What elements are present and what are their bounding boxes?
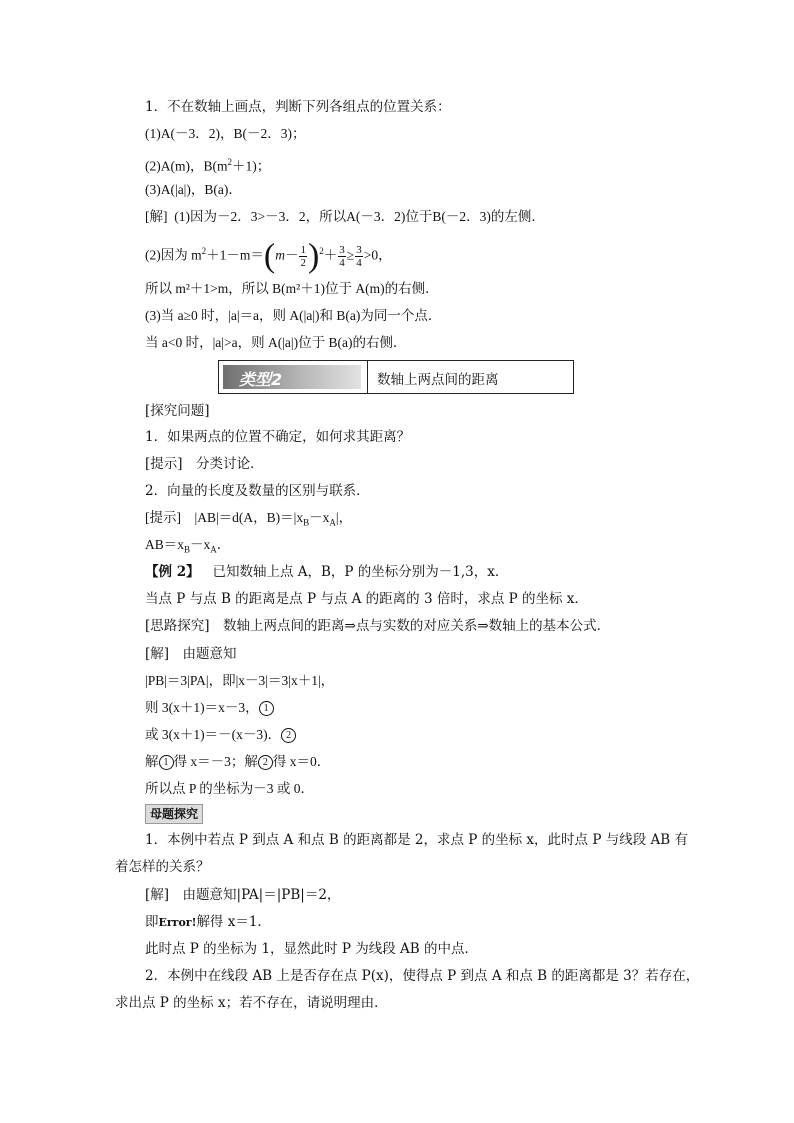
q1-title: 1．不在数轴上画点，判断下列各组点的位置关系：	[145, 99, 451, 115]
explore-hint-2-line2: $AB=x_B-x_A$．	[145, 537, 231, 555]
circled-2-icon: 2	[258, 755, 273, 770]
q1-part2: (2)A(m)，$B(m^2+1)$；	[145, 157, 271, 174]
solution-text-1: (1)因为－2．3>－3．2，所以A(－3．2)位于B(－2．3)的左侧．	[174, 209, 545, 224]
error-text: Error!	[158, 916, 197, 929]
hint2-line2-c: ．	[216, 537, 231, 552]
q1-solution-4: (3)当 a≥0 时，|a|＝a，则 A(|a|)和 B(a)为同一个点．	[145, 308, 442, 323]
explore-hint-1: [提示] 分类讨论．	[145, 456, 264, 472]
mother-problem-tab: 母题探究	[145, 804, 203, 824]
q1-part2-a: (2)A(m)，B(m	[145, 158, 228, 174]
q1-solution-3: 所以 m²＋1>m，所以 B(m²＋1)位于 A(m)的右侧．	[145, 281, 439, 296]
explore-hint-2: [提示] |AB|＝d(A，$B)=|x_B-x_A|$，	[145, 510, 353, 528]
mother-solution-line2	[145, 913, 271, 932]
hint2-c: |，	[335, 510, 353, 525]
example-step-1: |PB|＝3|PA|，即|x－3|＝3|x＋1|，	[145, 673, 335, 688]
hint2-line2-a: AB＝x	[145, 537, 185, 552]
type-tag	[223, 365, 361, 389]
example-2	[145, 563, 508, 581]
type-divider	[367, 361, 368, 393]
solution-text-2c: ＋	[323, 247, 338, 263]
example-step-2	[145, 699, 274, 717]
example-text-1: 已知数轴上点 A，B，P 的坐标分别为－1,3，x．	[212, 564, 509, 580]
hint2-b: －x	[309, 510, 330, 525]
solution-label: [解]	[145, 209, 168, 224]
q1-part1: (1)A(－3．2)，B(－2．3)；	[145, 126, 306, 141]
circled-2-icon: 2	[281, 728, 296, 743]
type-title: 数轴上两点间的距离	[377, 372, 499, 388]
mother-question-1-line1: 1．本例中若点 P 到点 A 和点 B 的距离都是 2，求点 P 的坐标 x，此时点 P 与线段 AB 有	[145, 832, 688, 848]
step-2-text: 则 3(x＋1)＝x－3，	[145, 700, 259, 715]
mother-question-1-line2: 着怎样的关系？	[115, 859, 210, 875]
mother-question-2-line2: 求出点 P 的坐标 x；若不存在，请说明理由．	[115, 995, 388, 1011]
example-solution-label: [解] 由题意知	[145, 646, 237, 662]
fraction-half: $\frac{1}{2}$	[300, 243, 306, 269]
solution-text-2a: (2)因为 m	[145, 247, 202, 263]
circled-1-icon: 1	[259, 701, 274, 716]
example-idea: [思路探究] 数轴上两点间的距离⇒点与实数的对应关系⇒数轴上的基本公式．	[145, 618, 611, 634]
q1-solution-2: (2)因为 $m^2+1-m=(m-$ $\frac{1}{2}$ )$^2$＋ $\frac{3}{4}$ ≥ $\frac{3}{4}$ >0，	[145, 237, 392, 275]
type-header-box	[218, 360, 574, 394]
example-step-3	[145, 726, 296, 744]
q1-solution-1	[145, 208, 545, 226]
explore-question-1: 1．如果两点的位置不确定，如何求其距离？	[145, 429, 411, 445]
solution-text-2e: >0，	[363, 247, 392, 263]
example-conclusion: 所以点 P 的坐标为－3 或 0．	[145, 781, 315, 796]
step-4-b: 得 x＝－3；解	[173, 754, 258, 769]
fraction-three-quarters: $\frac{3}{4}$	[339, 243, 345, 269]
explore-header: [探究问题]	[145, 403, 210, 419]
example-text-2: 当点 P 与点 B 的距离是点 P 与点 A 的距离的 3 倍时，求点 P 的坐标 x．	[145, 591, 588, 607]
hint2-a: [提示] |AB|＝d(A，B)＝|x	[145, 510, 304, 525]
solution-text-2b: ＋1－m＝	[206, 247, 264, 263]
solution-text-2d: ≥	[346, 247, 355, 263]
q1-solution-5: 当 a<0 时，|a|>a，则 A(|a|)位于 B(a)的右侧．	[145, 335, 407, 350]
hint2-line2-b: －x	[190, 537, 211, 552]
step-4-a: 解	[145, 754, 159, 769]
mother-solution-b: 解得 x＝1．	[196, 914, 271, 930]
mother-question-2-line1: 2．本例中在线段 AB 上是否存在点 P(x)，使得点 P 到点 A 和点 B 的距离都是 3？若存在，	[145, 968, 700, 984]
step-3-text: 或 3(x＋1)＝－(x－3)．	[145, 727, 282, 742]
explore-question-2: 2．向量的长度及数量的区别与联系．	[145, 483, 370, 499]
q1-part3: (3)A(|a|)，B(a)．	[145, 182, 242, 197]
fraction-three-quarters-2: $\frac{3}{4}$	[356, 243, 362, 269]
q1-part2-b: ＋1)；	[231, 158, 271, 174]
circled-1-icon: 1	[159, 755, 174, 770]
example-step-4	[145, 753, 330, 771]
mother-solution-line3: 此时点 P 的坐标为 1，显然此时 P 为线段 AB 的中点．	[145, 941, 478, 957]
type-tag-label: 类型2	[239, 370, 283, 389]
example-label: 【例 2】	[145, 564, 200, 580]
mother-solution-a: 即	[145, 914, 159, 930]
step-4-c: 得 x＝0．	[272, 754, 331, 769]
mother-solution-label: [解] 由题意知|PA|＝|PB|＝2，	[145, 887, 341, 903]
